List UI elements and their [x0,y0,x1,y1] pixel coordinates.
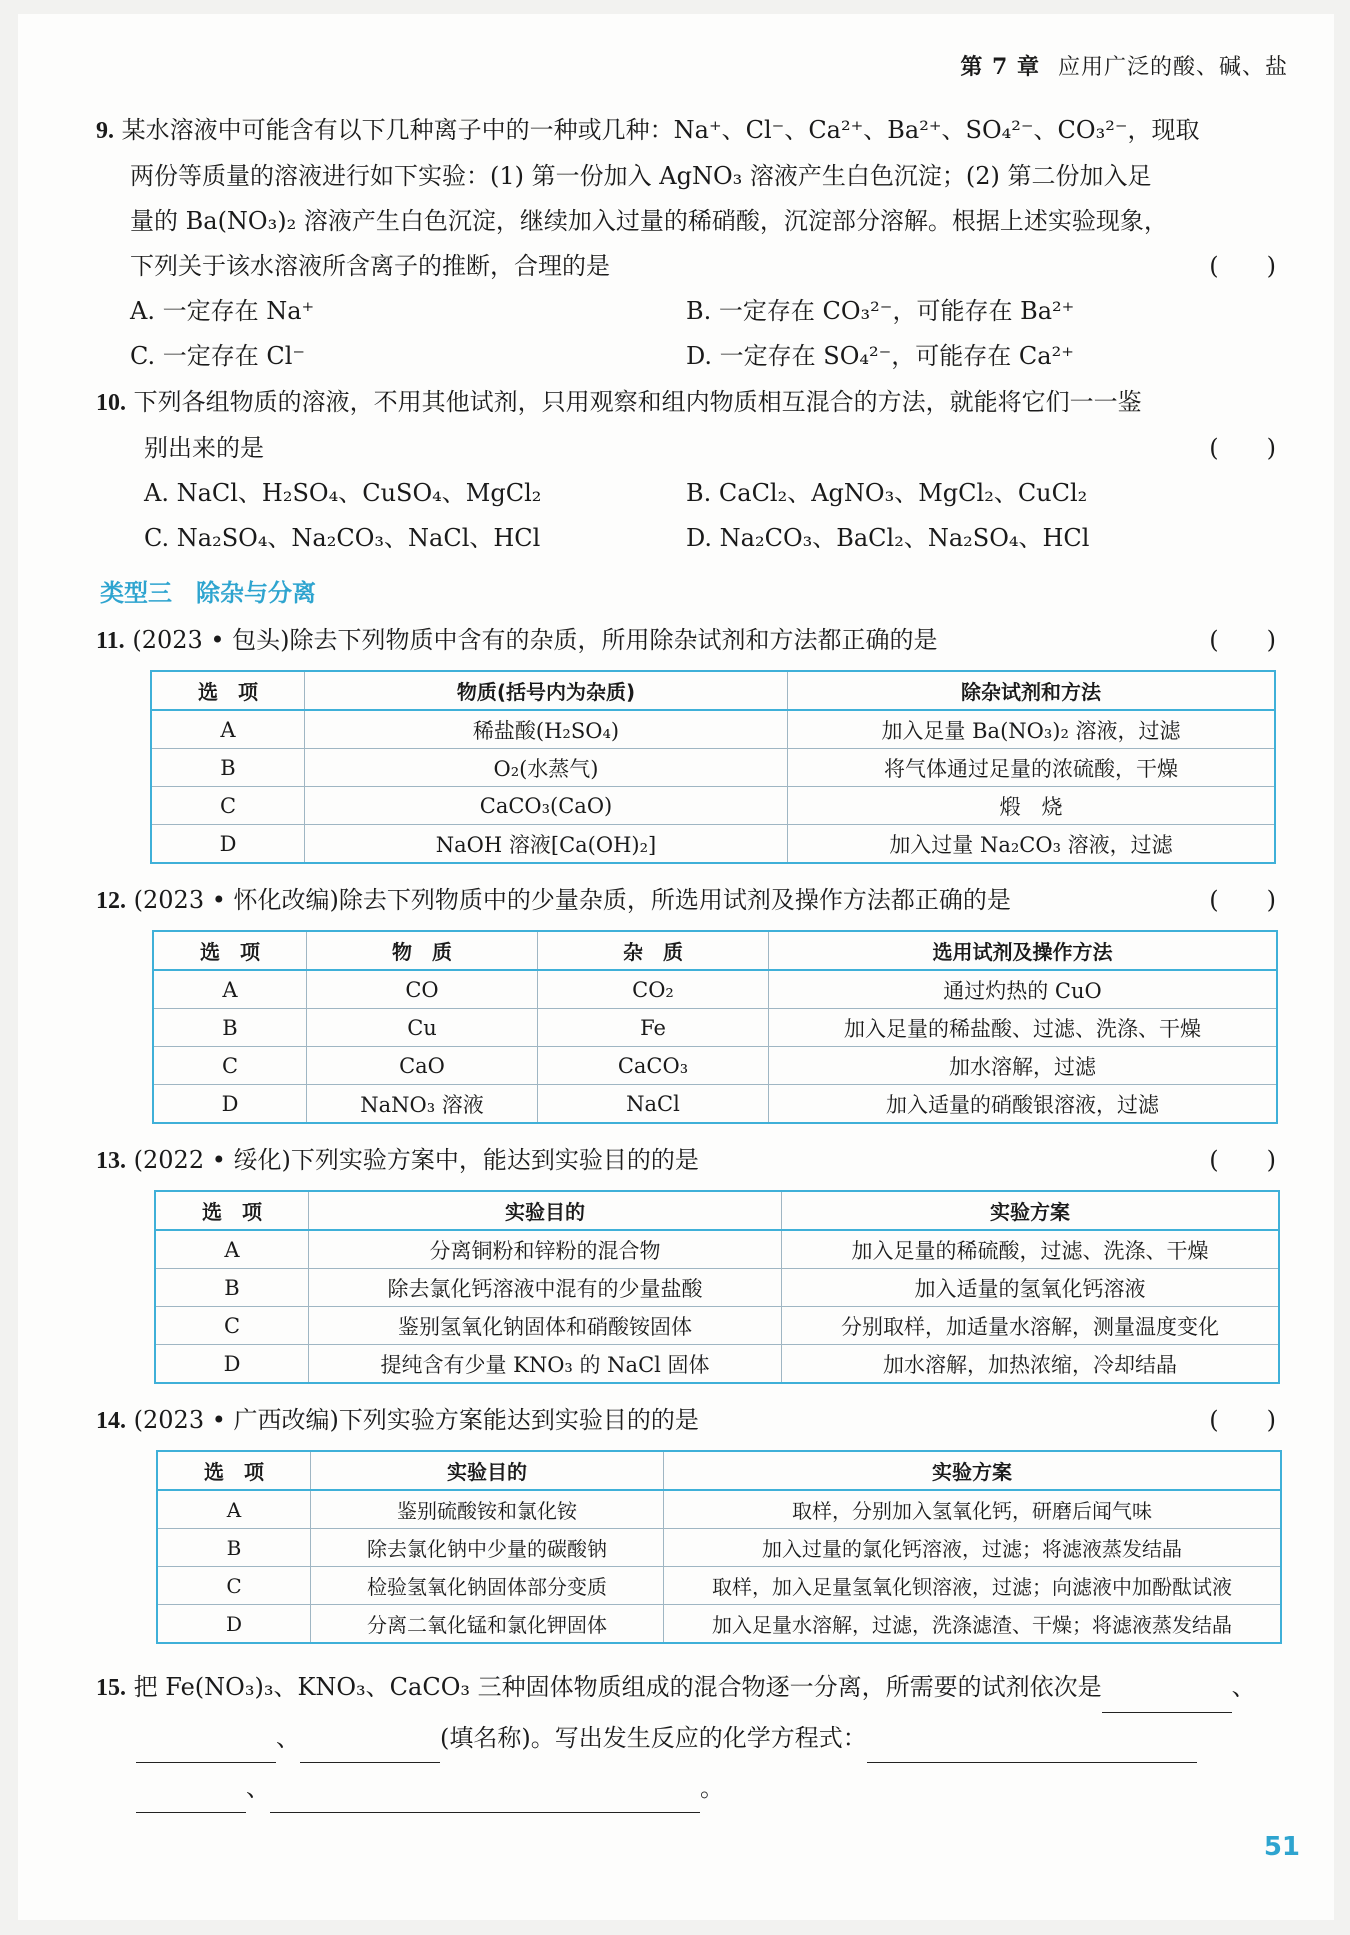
table-row [157,1529,1281,1567]
answer-parentheses[interactable]: ( ) [1209,252,1276,280]
table-cell: B [151,749,305,787]
option-c[interactable]: C. Na₂SO₄、Na₂CO₃、NaCl、HCl [144,524,541,552]
answer-parentheses[interactable]: ( ) [1209,1406,1276,1434]
column-header: 除杂试剂和方法 [788,671,1276,710]
table-row [151,749,1275,787]
section-heading [100,573,316,608]
table-cell: CO₂ [538,970,769,1009]
question-15 [96,1662,1276,1813]
table-cell: B [157,1529,311,1567]
table-cell: Fe [538,1009,769,1047]
table-cell: O₂(水蒸气) [305,749,788,787]
table-cell: C [157,1567,311,1605]
answer-blank[interactable] [300,1732,440,1763]
table-cell: 将气体通过足量的浓硫酸，干燥 [788,749,1276,787]
table-row [153,1047,1277,1085]
option-d[interactable]: D. 一定存在 SO₄²⁻，可能存在 Ca²⁺ [686,342,1074,370]
table-cell: C [151,787,305,825]
table-cell: D [157,1605,311,1644]
column-header: 实验目的 [309,1191,782,1230]
table-cell: 鉴别硫酸铵和氯化铵 [311,1490,664,1529]
table-cell: CO [307,970,538,1009]
table-cell: 分别取样，加适量水溶解，测量温度变化 [782,1307,1280,1345]
table-row [157,1490,1281,1529]
table-cell: 检验氢氧化钠固体部分变质 [311,1567,664,1605]
table-cell: A [151,710,305,749]
table-row [157,1605,1281,1644]
answer-parentheses[interactable]: ( ) [1209,434,1276,462]
question-text: 两份等质量的溶液进行如下实验：(1) 第一份加入 AgNO₃ 溶液产生白色沉淀；(2) 第二份加入足 [130,162,1152,190]
table-cell: 加入过量的氯化钙溶液，过滤；将滤液蒸发结晶 [664,1529,1282,1567]
answer-parentheses[interactable]: ( ) [1209,626,1276,654]
option-d[interactable]: D. Na₂CO₃、BaCl₂、Na₂SO₄、HCl [686,524,1090,552]
question-text: 别出来的是 [144,434,264,462]
table-row [153,1085,1277,1124]
column-header: 实验方案 [664,1451,1282,1490]
table-cell: CaCO₃(CaO) [305,787,788,825]
table-cell: D [153,1085,307,1124]
table-cell: 加入足量 Ba(NO₃)₂ 溶液，过滤 [788,710,1276,749]
table-cell: B [153,1009,307,1047]
question-text: (2023 • 怀化改编)除去下列物质中的少量杂质，所选用试剂及操作方法都正确的是 [133,886,1011,914]
table-header-row [155,1191,1279,1230]
table-cell: 鉴别氢氧化钠固体和硝酸铵固体 [309,1307,782,1345]
table-cell: 煅 烧 [788,787,1276,825]
table-cell: NaNO₃ 溶液 [307,1085,538,1124]
question-number: 11. [96,628,125,654]
column-header: 选用试剂及操作方法 [769,931,1278,970]
column-header: 实验目的 [311,1451,664,1490]
table-row [153,970,1277,1009]
question-text: 下列各组物质的溶液，不用其他试剂，只用观察和组内物质相互混合的方法，就能将它们一一鉴 [133,388,1142,416]
table-cell: NaOH 溶液[Ca(OH)₂] [305,825,788,864]
option-a[interactable]: A. NaCl、H₂SO₄、CuSO₄、MgCl₂ [144,479,542,507]
option-b[interactable]: B. CaCl₂、AgNO₃、MgCl₂、CuCl₂ [686,479,1088,507]
question-11 [96,618,1276,664]
question-13 [96,1138,1276,1184]
question-text: 量的 Ba(NO₃)₂ 溶液产生白色沉淀，继续加入过量的稀硝酸，沉淀部分溶解。根据上述实验现象， [130,207,1168,235]
question-number: 10. [96,390,126,416]
question-number: 14. [96,1408,126,1434]
table-cell: CaCO₃ [538,1047,769,1085]
table-cell: Cu [307,1009,538,1047]
answer-blank[interactable] [270,1782,700,1813]
table-row [153,1009,1277,1047]
table-row [151,825,1275,864]
table-header-row [151,671,1275,710]
question-9 [96,108,1276,379]
question-text: (2023 • 广西改编)下列实验方案能达到实验目的的是 [133,1406,699,1434]
table-cell: A [153,970,307,1009]
table-cell: 加入足量的稀盐酸、过滤、洗涤、干燥 [769,1009,1278,1047]
table-header-row [157,1451,1281,1490]
column-header: 选 项 [157,1451,311,1490]
table-cell: 加入适量的硝酸银溶液，过滤 [769,1085,1278,1124]
table-cell: D [151,825,305,864]
table-cell: D [155,1345,309,1384]
column-header: 杂 质 [538,931,769,970]
question-12 [96,878,1276,924]
table-row [155,1230,1279,1269]
separator: 、 [1231,1673,1256,1701]
table-q12 [152,930,1278,1124]
table-cell: A [157,1490,311,1529]
question-text: (2022 • 绥化)下列实验方案中，能达到实验目的的是 [133,1146,699,1174]
page-number: 51 [1263,1832,1300,1862]
separator: 、 [246,1774,270,1802]
answer-parentheses[interactable]: ( ) [1209,886,1276,914]
table-cell: 加水溶解，过滤 [769,1047,1278,1085]
column-header: 实验方案 [782,1191,1280,1230]
table-cell: C [155,1307,309,1345]
table-cell: 加水溶解，加热浓缩，冷却结晶 [782,1345,1280,1384]
table-row [155,1345,1279,1384]
option-c[interactable]: C. 一定存在 Cl⁻ [130,342,306,370]
question-text: 把 Fe(NO₃)₃、KNO₃、CaCO₃ 三种固体物质组成的混合物逐一分离，所需要的试剂依次是 [133,1673,1102,1701]
table-cell: 通过灼热的 CuO [769,970,1278,1009]
question-14 [96,1398,1276,1444]
question-number: 13. [96,1148,126,1174]
table-cell: 分离铜粉和锌粉的混合物 [309,1230,782,1269]
chapter-label: 第 7 章 [960,54,1040,80]
table-cell: 加入足量的稀硫酸，过滤、洗涤、干燥 [782,1230,1280,1269]
section-title: 除杂与分离 [196,579,316,607]
table-cell: 加入足量水溶解，过滤，洗涤滤渣、干燥；将滤液蒸发结晶 [664,1605,1282,1644]
column-header: 物质(括号内为杂质) [305,671,788,710]
question-number: 15. [96,1675,126,1701]
table-q13 [154,1190,1280,1384]
table-header-row [153,931,1277,970]
question-number: 12. [96,888,126,914]
question-10 [96,380,1276,561]
table-cell: 除去氯化钙溶液中混有的少量盐酸 [309,1269,782,1307]
table-cell: C [153,1047,307,1085]
table-cell: 除去氯化钠中少量的碳酸钠 [311,1529,664,1567]
separator: 、 [276,1724,300,1752]
column-header: 选 项 [151,671,305,710]
chapter-title: 应用广泛的酸、碱、盐 [1057,55,1288,80]
table-row [155,1269,1279,1307]
table-cell: CaO [307,1047,538,1085]
table-cell: B [155,1269,309,1307]
table-cell: A [155,1230,309,1269]
table-cell: 稀盐酸(H₂SO₄) [305,710,788,749]
table-cell: 加入适量的氢氧化钙溶液 [782,1269,1280,1307]
answer-blank[interactable] [136,1782,246,1813]
answer-blank[interactable] [867,1732,1197,1763]
end-mark: 。 [700,1774,724,1802]
question-number: 9. [96,118,114,144]
section-label: 类型三 [100,579,172,607]
option-b[interactable]: B. 一定存在 CO₃²⁻，可能存在 Ba²⁺ [686,297,1075,325]
table-cell: 提纯含有少量 KNO₃ 的 NaCl 固体 [309,1345,782,1384]
question-text: 下列关于该水溶液所含离子的推断，合理的是 [130,252,610,280]
column-header: 选 项 [155,1191,309,1230]
question-text: (2023 • 包头)除去下列物质中含有的杂质，所用除杂试剂和方法都正确的是 [132,626,938,654]
answer-blank[interactable] [136,1732,276,1763]
page-header [960,50,1288,81]
table-q14 [156,1450,1282,1644]
table-cell: 分离二氧化锰和氯化钾固体 [311,1605,664,1644]
table-cell: 取样，加入足量氢氧化钡溶液，过滤；向滤液中加酚酞试液 [664,1567,1282,1605]
table-cell: NaCl [538,1085,769,1124]
question-text: (填名称)。写出发生反应的化学方程式： [440,1724,867,1752]
column-header: 选 项 [153,931,307,970]
table-row [151,787,1275,825]
table-row [151,710,1275,749]
table-row [155,1307,1279,1345]
table-q11 [150,670,1276,864]
table-cell: 加入过量 Na₂CO₃ 溶液，过滤 [788,825,1276,864]
answer-parentheses[interactable]: ( ) [1209,1146,1276,1174]
question-text: 某水溶液中可能含有以下几种离子中的一种或几种：Na⁺、Cl⁻、Ca²⁺、Ba²⁺、SO₄²⁻、CO₃²⁻，现取 [121,116,1200,144]
option-a[interactable]: A. 一定存在 Na⁺ [130,297,315,325]
column-header: 物 质 [307,931,538,970]
table-cell: 取样，分别加入氢氧化钙，研磨后闻气味 [664,1490,1282,1529]
answer-blank[interactable] [1102,1682,1232,1713]
table-row [157,1567,1281,1605]
